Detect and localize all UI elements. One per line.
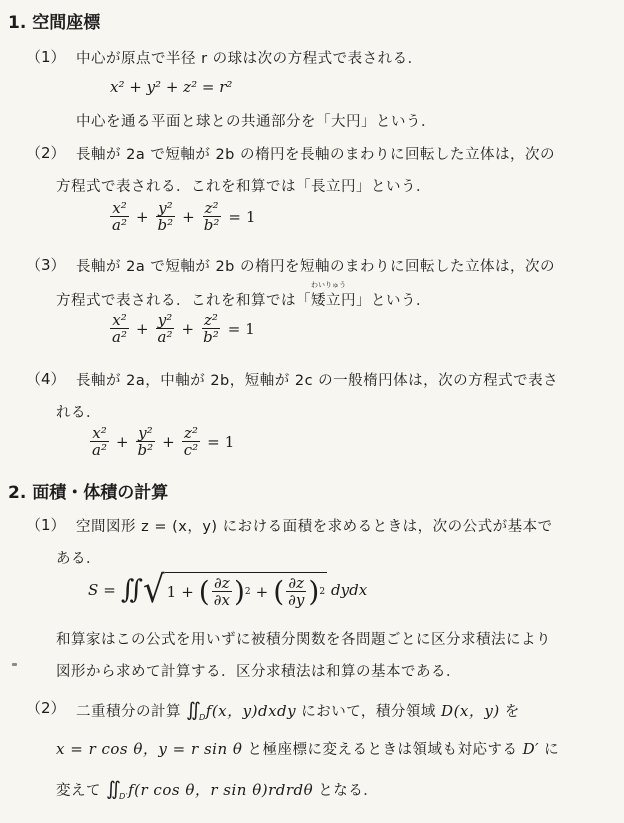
frac-y2-a2: $\frac{\text{y²}}{\text{a²}}$ [157,311,173,346]
frac-dz-dx: $\frac{\partial z}{\partial x}$ [213,574,230,609]
s1-item1-line2: 中心を通る平面と球との共通部分を「大円」という． [76,114,436,130]
s1-item4-line1: 長軸が 2a，中軸が 2b，短軸が 2c の一般楕円体は，次の方程式で表さ [76,373,559,389]
section-2-title: 面積・体積の計算 [32,483,169,503]
surface-area-formula: S = ∬ √ 1 + ( $\frac{\partial z}{\partial x}$ ) 2 + ( $\frac{\partial z}{\partial y}$ ) 2 dydx [88,568,368,612]
s2-item2-label: （2） [26,699,66,717]
s2-item1-line3: 和算家はこの公式を用いずに被積分関数を各問題ごとに区分求積法により [56,632,551,648]
ellipsoid-equation: $\frac{\text{x²}}{\text{a²}}$ + $\frac{\text{y²}}{\text{b²}}$ + $\frac{\text{z²}}{\text{c²}}$ = 1 [92,424,235,459]
s1-item1-label: （1） [26,48,66,66]
s1-item3-label: （3） [26,256,66,274]
sphere-equation: x² + y² + z² = r² [110,78,233,96]
oblate-equation: $\frac{\text{x²}}{\text{a²}}$ + $\frac{\text{y²}}{\text{a²}}$ + $\frac{\text{z²}}{\text{b²}}$ = 1 [112,311,255,346]
term-with-ruby [311,281,356,310]
s1-item2-label: （2） [26,144,66,162]
s1-item4-line2: れる． [56,405,101,421]
s1-item3-line1: 長軸が 2a で短軸が 2b の楕円を短軸のまわりに回転した立体は，次の [76,259,555,275]
ruby-reading: わいりゅう [311,281,346,289]
frac-z2-b2: $\frac{\text{z²}}{\text{b²}}$ [203,199,220,234]
s2-item2-line2: x = r cos θ，y = r sin θ と極座標に変えるときは領域も対応する D′ に [56,740,560,758]
frac-x2-a2: $\frac{\text{x²}}{\text{a²}}$ [112,199,127,234]
double-integral-symbol: ∬ [106,778,118,800]
s2-item1-line4: 図形から求めて計算する．区分求積法は和算の基本である． [56,664,461,680]
section-2-heading [8,478,168,503]
frac-z2-c2: $\frac{\text{z²}}{\text{c²}}$ [183,424,199,459]
double-integral-symbol: ∬ [120,575,137,605]
frac-z2-b2: $\frac{\text{z²}}{\text{b²}}$ [203,311,219,346]
section-1-heading [8,8,100,33]
scan-mark [12,663,17,666]
frac-y2-b2: $\frac{\text{y²}}{\text{b²}}$ [157,199,174,234]
frac-x2-a2: $\frac{\text{x²}}{\text{a²}}$ [112,311,127,346]
s2-item1-label: （1） [26,516,66,534]
s2-item2-line3: 変えて ∬ $_{D'}$f(r cos θ，r sin θ)rdrdθ となる． [56,778,379,801]
frac-x2-a2: $\frac{\text{x²}}{\text{a²}}$ [92,424,107,459]
s1-item3-line2: 方程式で表される．これを和算では「 わいりゅう 矮立円」という． [56,281,431,309]
term-wairyuen: 矮立円 [311,293,356,309]
frac-y2-b2: $\frac{\text{y²}}{\text{b²}}$ [137,424,154,459]
section-1-number: 1. [8,13,27,33]
s2-item1-line2: ある． [56,551,101,567]
section-2-number: 2. [8,483,27,503]
s1-item4-label: （4） [26,370,66,388]
s1-item2-line1: 長軸が 2a で短軸が 2b の楕円を長軸のまわりに回転した立体は，次の [76,147,555,163]
square-root: √ 1 + ( $\frac{\partial z}{\partial x}$ ) 2 + ( $\frac{\partial z}{\partial y}$ ) 2 [143,568,326,612]
radical-sign: √ [143,568,165,612]
s2-item1-line1: 空間図形 z = (x，y) における面積を求めるときは，次の公式が基本で [76,519,553,535]
double-integral-symbol: ∬ [186,699,198,721]
s1-item2-line2: 方程式で表される．これを和算では「長立円」という． [56,179,431,195]
prolate-equation: $\frac{\text{x²}}{\text{a²}}$ + $\frac{\text{y²}}{\text{b²}}$ + $\frac{\text{z²}}{\text{b²}}$ = 1 [112,199,256,234]
section-1-title: 空間座標 [32,13,101,33]
s1-item1-line1: 中心が原点で半径 r の球は次の方程式で表される． [76,51,423,67]
frac-dz-dy: $\frac{\partial z}{\partial y}$ [288,574,305,609]
s2-item2-line1: 二重積分の計算 ∬ $_D$f(x，y)dxdy において，積分領域 D(x，y) を [76,699,520,722]
